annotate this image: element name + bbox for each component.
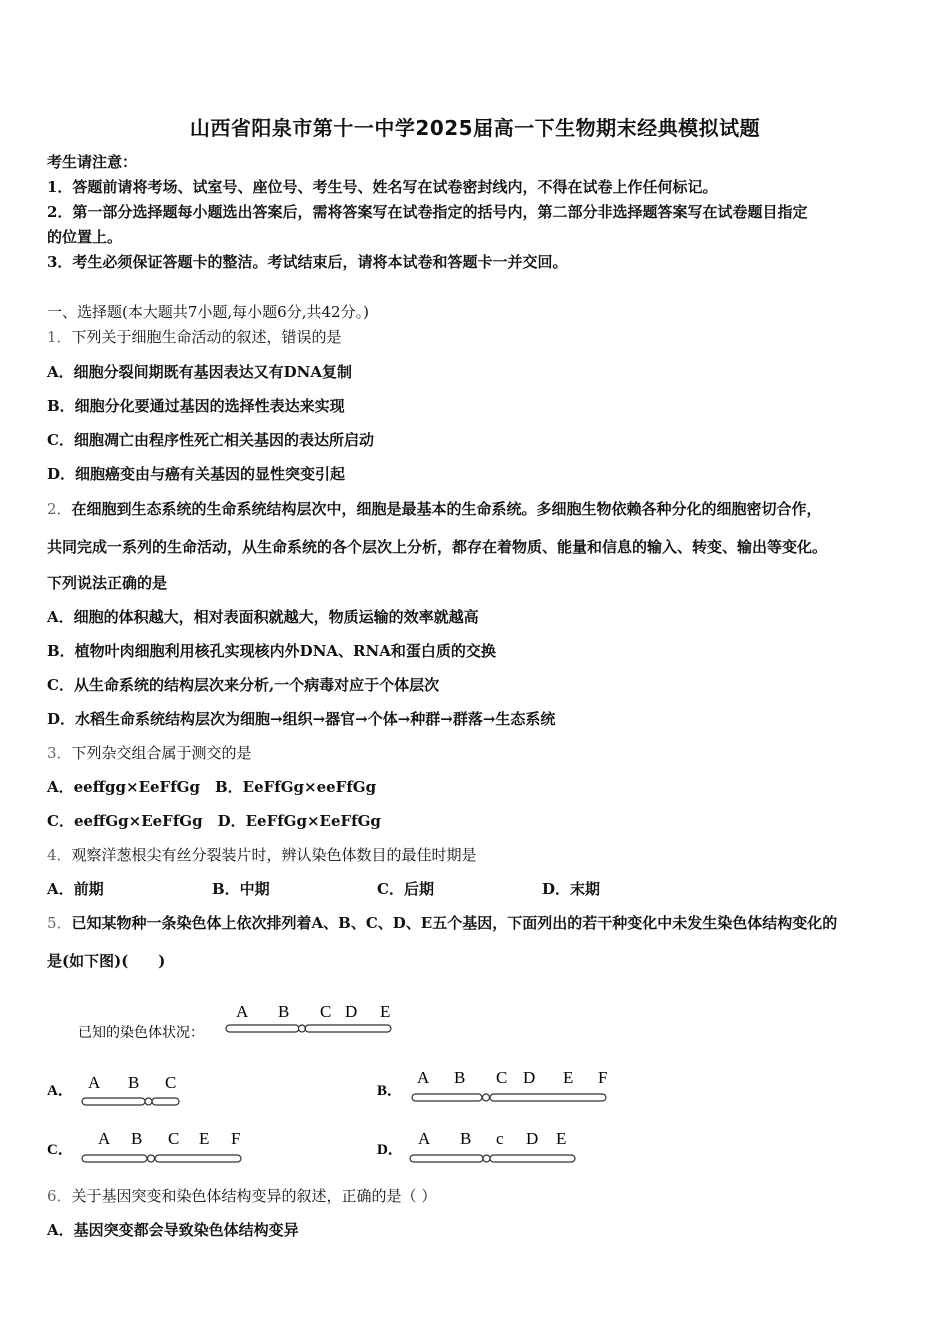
gene-label: D [526,1129,539,1148]
gene-label: c [496,1129,504,1148]
notice-heading: 考生请注意： [47,153,138,171]
option-a: A．基因突变都会导致染色体结构变异 [47,1221,299,1239]
gene-label: B [278,1002,290,1021]
question-stem-line: 共同完成一系列的生命活动，从生命系统的各个层次上分析，都存在着物质、能量和信息的输入、转变、输出等变化。 [47,538,828,556]
known-label: 已知的染色体状况： [78,1026,204,1041]
question-number: 2． [47,500,72,518]
gene-label: E [199,1129,210,1148]
question-6 [47,1186,436,1206]
notice-item: 3．考生必须保证答题卡的整洁。考试结束后，请将本试卷和答题卡一并交回。 [47,253,568,271]
question-5 [47,913,837,933]
gene-label: E [556,1129,567,1148]
gene-label: A [418,1129,431,1148]
gene-label: B [454,1068,466,1087]
gene-label: E [380,1002,391,1021]
option-a: A．细胞的体积越大，相对表面积就越大，物质运输的效率就越高 [47,608,479,626]
option-a: A．细胞分裂间期既有基因表达又有DNA复制 [47,363,352,381]
option-row-cd: C．eeffGg×EeFfGg D．EeFfGg×EeFfGg [47,812,381,830]
gene-label: A [88,1073,101,1092]
chromosome-option-d [410,1129,575,1162]
gene-label: D [523,1068,536,1087]
question-stem: 在细胞到生态系统的生命系统结构层次中，细胞是最基本的生命系统。多细胞生物依赖各种分化的细胞密切合作， [71,500,822,518]
question-stem: 下列关于细胞生命活动的叙述，错误的是 [71,328,342,346]
question-4 [47,845,477,865]
question-number: 1． [47,328,72,346]
section-heading: 一、选择题(本大题共7小题,每小题6分,共42分。) [47,303,369,321]
option-row [47,879,747,899]
gene-label: D [345,1002,358,1021]
gene-label: C [320,1002,332,1021]
question-stem: 已知某物种一条染色体上依次排列着A、B、C、D、E五个基因，下面列出的若干种变化中未发生染色体结构变化的 [71,914,838,932]
question-number: 3． [47,744,72,762]
gene-label: B [460,1129,472,1148]
gene-label: E [563,1068,574,1087]
option-b: B．细胞分化要通过基因的选择性表达来实现 [47,397,345,415]
known-chromosome [226,1002,391,1032]
gene-label: C [168,1129,180,1148]
question-stem: 观察洋葱根尖有丝分裂装片时，辨认染色体数目的最佳时期是 [71,846,477,864]
gene-label: A [98,1129,111,1148]
option-a: A．前期 [47,880,104,898]
option-row-ab: A．eeffgg×EeFfGg B．EeFfGg×eeFfGg [47,778,377,796]
gene-label: F [598,1068,608,1087]
notice-item: 1．答题前请将考场、试室号、座位号、考生号、姓名写在试卷密封线内，不得在试卷上作任何标记。 [47,178,718,196]
chromosome-option-c [82,1129,241,1162]
option-c: C．从生命系统的结构层次来分析,一个病毒对应于个体层次 [47,676,440,694]
option-b: B．植物叶肉细胞利用核孔实现核内外DNA、RNA和蛋白质的交换 [47,642,496,660]
option-d-label: D． [377,1142,403,1158]
question-stem: 下列杂交组合属于测交的是 [71,744,252,762]
question-number: 4． [47,846,72,864]
notice-item: 2．第一部分选择题每小题选出答案后，需将答案写在试卷指定的括号内，第二部分非选择题答案写在试卷题目指定 [47,203,808,221]
gene-label: F [231,1129,241,1148]
page-title: 山西省阳泉市第十一中学2025届高一下生物期末经典模拟试题 [189,116,761,140]
notice-item: 的位置上。 [47,228,123,246]
question-stem: 关于基因突变和染色体结构变异的叙述，正确的是（ ） [71,1187,437,1205]
gene-label: B [128,1073,140,1092]
chromosome-option-b [412,1068,607,1101]
gene-label: A [236,1002,249,1021]
question-3 [47,743,252,763]
chromosome-figure [0,990,950,1180]
gene-label: C [496,1068,508,1087]
question-number: 6． [47,1187,72,1205]
option-a-label: A． [47,1083,73,1099]
option-d: D．水稻生命系统结构层次为细胞→组织→器官→个体→种群→群落→生态系统 [47,710,556,728]
gene-label: C [165,1073,177,1092]
gene-label: A [417,1068,430,1087]
question-2 [47,499,822,519]
option-d: D．末期 [542,880,601,898]
option-b: B．中期 [212,880,270,898]
question-1 [47,327,342,347]
question-stem-line: 是(如下图)( ) [47,952,166,970]
gene-label: B [131,1129,143,1148]
question-stem-line: 下列说法正确的是 [47,574,168,592]
option-c: C．细胞凋亡由程序性死亡相关基因的表达所启动 [47,431,374,449]
option-d: D．细胞癌变由与癌有关基因的显性突变引起 [47,465,346,483]
chromosome-option-a [82,1073,179,1105]
option-c-label: C． [47,1142,73,1158]
option-b-label: B． [377,1083,403,1099]
question-number: 5． [47,914,72,932]
option-c: C．后期 [377,880,434,898]
